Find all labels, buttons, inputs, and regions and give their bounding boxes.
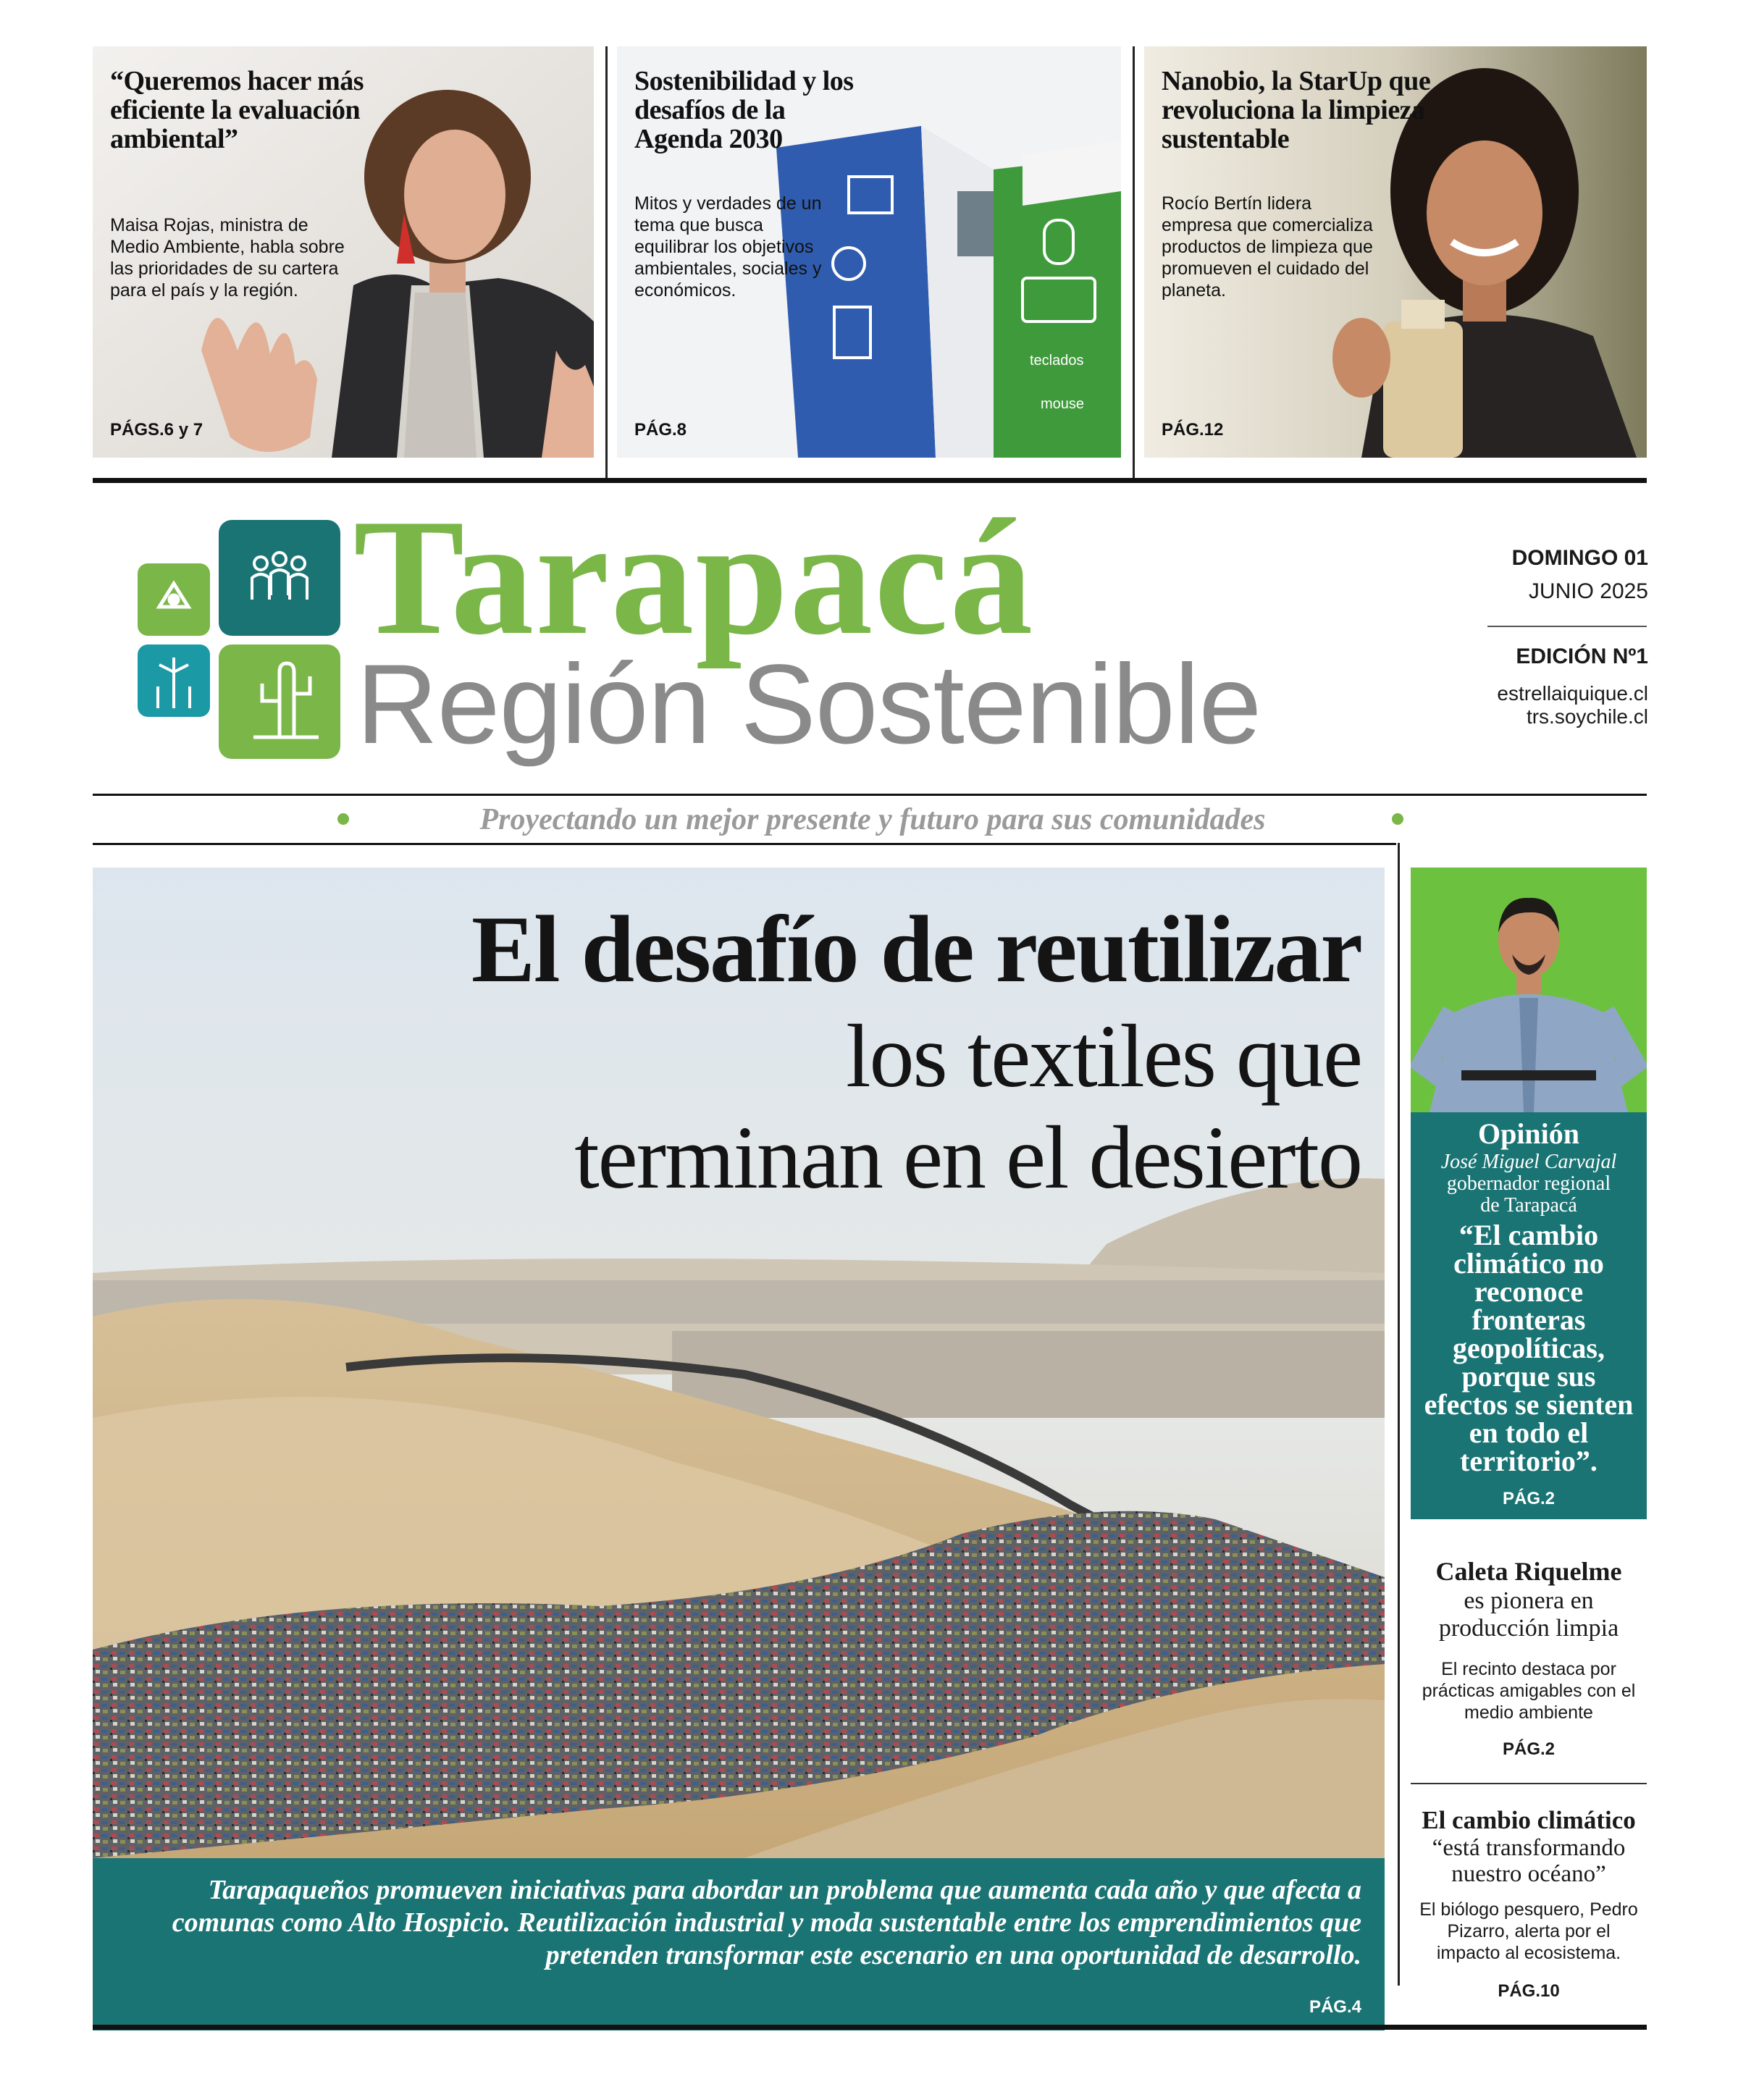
footer-rule	[93, 2025, 1647, 2030]
teaser-sustainability[interactable]	[617, 46, 1121, 458]
teaser-page-ref: PÁG.12	[1162, 420, 1224, 440]
masthead-subtitle: Región Sostenible	[356, 642, 1261, 768]
teaser-page-ref: PÁGS.6 y 7	[110, 420, 203, 440]
teaser-title: Nanobio, la StarUp que revoluciona la limpieza sustentable	[1162, 66, 1431, 154]
opinion-author: José Miguel Carvajal	[1440, 1151, 1617, 1173]
opinion-author-role: gobernador regional de Tarapacá	[1446, 1172, 1611, 1217]
teaser-page-ref: PÁG.8	[634, 420, 687, 440]
bin-label-mouse: mouse	[1041, 396, 1085, 412]
teaser-title: “Queremos hacer más eficiente la evaluación ambiental”	[110, 66, 364, 154]
masthead-title: Tarapacá	[353, 484, 1035, 669]
author-photo	[1411, 868, 1647, 1112]
main-summary: Tarapaqueños promueven iniciativas para abordar un problema que aumenta cada año y que afecta a comunas como Alto Hospicio. Reutilización industrial y moda sustentable entre los emprendimientos que pretenden transformar este escenario en una oportunidad de desarrollo.	[172, 1875, 1361, 1970]
issue-day: DOMINGO 01	[1511, 546, 1648, 570]
masthead-info-rule	[1487, 626, 1647, 627]
side-story-page-ref: PÁG.10	[1498, 1981, 1560, 2001]
header-rule	[93, 478, 1647, 483]
side-story-subtitle: es pionera en producción limpia	[1438, 1587, 1619, 1642]
side-story-description: El recinto destaca por prácticas amigables con el medio ambiente	[1422, 1659, 1636, 1723]
website-link-1[interactable]: estrellaiquique.cl	[1497, 682, 1648, 705]
issue-date: JUNIO 2025	[1528, 579, 1648, 603]
tagline-bullet-left	[337, 813, 349, 825]
side-story-subtitle: “está transformando nuestro océano”	[1432, 1835, 1626, 1887]
teaser-interview[interactable]	[93, 46, 594, 458]
side-story-climate[interactable]	[1411, 1792, 1647, 2009]
side-story-description: El biólogo pesquero, Pedro Pizarro, alerta por el impacto al ecosistema.	[1419, 1899, 1638, 1963]
tagline-rule-bottom	[93, 843, 1396, 845]
teaser-startup[interactable]	[1144, 46, 1647, 458]
side-story-divider	[1411, 1783, 1647, 1784]
side-story-page-ref: PÁG.2	[1502, 1739, 1556, 1759]
main-page-ref: PÁG.4	[1309, 1997, 1361, 2017]
main-headline-line-1[interactable]: El desafío de reutilizar	[471, 896, 1361, 1002]
teaser-description: Rocío Bertín lidera empresa que comercializa productos de limpieza que promueven el cuidado del planeta.	[1162, 193, 1373, 301]
column-divider	[1398, 843, 1400, 1986]
side-story-caleta[interactable]	[1411, 1542, 1647, 1774]
tagline: Proyectando un mejor presente y futuro para sus comunidades	[479, 803, 1266, 836]
tagline-rule-top	[93, 794, 1647, 796]
opinion-quote: “El cambio climático no reconoce fronteras geopolíticas, porque sus efectos se sienten en todo el territorio”.	[1424, 1219, 1634, 1477]
teaser-title: Sostenibilidad y los desafíos de la Agenda 2030	[634, 66, 854, 154]
tagline-bullet-right	[1392, 813, 1403, 825]
opinion-page-ref: PÁG.2	[1502, 1489, 1556, 1508]
region-logo	[138, 520, 348, 759]
teaser-divider	[1133, 46, 1135, 481]
teaser-description: Maisa Rojas, ministra de Medio Ambiente, habla sobre las prioridades de su cartera para el país y la región.	[110, 215, 345, 301]
teaser-divider	[605, 46, 608, 481]
main-headline-line-3: terminan en el desierto	[574, 1108, 1361, 1207]
opinion-label: Opinión	[1477, 1117, 1580, 1150]
teaser-description: Mitos y verdades de un tema que busca equilibrar los objetivos ambientales, sociales y económicos.	[634, 193, 822, 301]
website-link-2[interactable]: trs.soychile.cl	[1526, 705, 1648, 728]
side-story-title: Caleta Riquelme	[1435, 1557, 1622, 1586]
opinion-box[interactable]	[1411, 868, 1647, 1519]
bin-label-keyboards: teclados	[1030, 353, 1084, 369]
edition-number: EDICIÓN Nº1	[1516, 644, 1648, 668]
side-story-title: El cambio climático	[1422, 1806, 1636, 1834]
main-headline-line-2: los textiles que	[846, 1007, 1361, 1106]
